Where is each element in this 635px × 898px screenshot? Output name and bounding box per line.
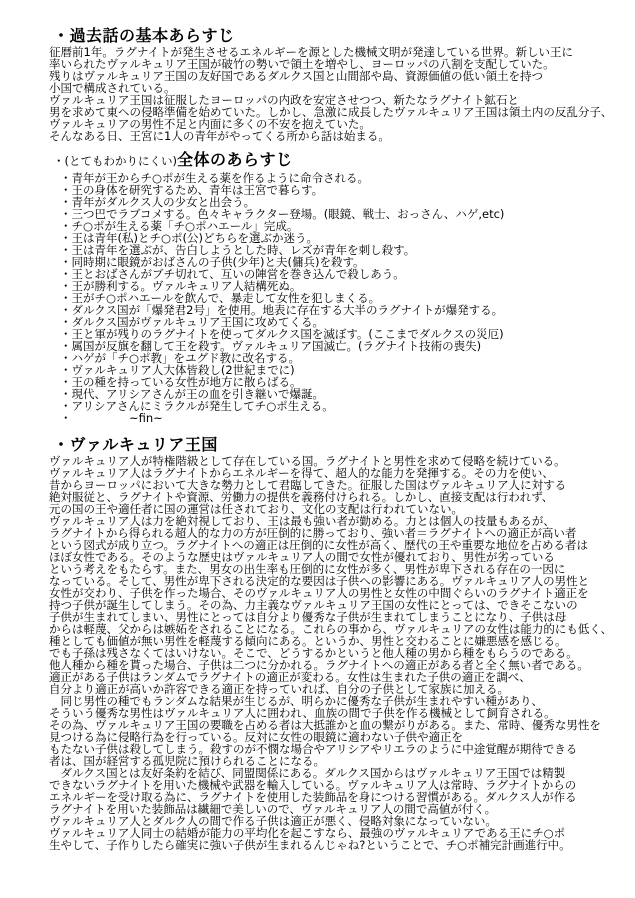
bullet-line: ・王の身体を研究するため、青年は王宮で暮らす。 [60,183,324,197]
text-line: 絶対服従と、ラグナイトや資源、労働力の提供を義務付けられる。しかし、直接支配は行われず、 [49,490,554,504]
overall-story-title-prefix: ・(とてもわかりにくい) [53,154,177,168]
bullet-line: ・ダルクス国がヴァルキュリア王国に攻めてくる。 [60,315,325,329]
text-line: ダルクス国とは友好条約を結び、同盟関係にある。ダルクス国からはヴァルキュリア王国では精製 [49,766,566,780]
text-line: 元の国の王や適任者に国の運営は任されており、文化の支配は行われていない。 [49,502,463,516]
text-line: そんなある日、王宮に1人の青年がやってくる所から話は始まる。 [49,129,390,143]
bullet-line: ・王と軍が残りのラグナイトを使ってダルクス国を滅ぼす。(ここまでダルクスの災厄) [60,327,504,341]
text-line: そういう優秀な男性はヴァルキュリア人に囲われ、血族の間で子供を作る機械として飼育される。 [49,706,556,720]
overall-story-title-main: 全体のあらすじ [176,150,293,169]
past-story-title: ・過去話の基本あらすじ [53,26,235,45]
text-line: ヴァルキュリア人とダルク人の間で作る子供は適正が悪く、侵略対象になっていない。 [49,814,497,828]
bullet-line: ・チ○ポが生える薬「チ○ポハエール」完成。 [60,219,299,233]
bullet-line: ・三つ巴でラブコメする。色々キャラクター登場。(眼鏡、戦士、おっさん、ハゲ,etc) [60,207,505,221]
overall-story-title [53,151,621,170]
text-line: 自分より適正が高いか許容できる適正を持っていれば、自分の子供として家族に加える。 [49,682,509,696]
text-line: ヴァルキュリア人はラグナイトからエネルギーを得て、超人的な能力を発揮する。その力を使い、 [49,466,554,480]
section-overall-story [49,151,621,424]
valkyria-kingdom-lines [49,455,621,851]
text-line: 適正がある子供はランダムでラグナイトの適正が変わる。女性は生まれた子供の適正を調べ、 [49,670,531,684]
text-line: 征暦前1年。ラグナイトが発生させるエネルギーを源とした機械文明が発達している世界。新しい王に [49,45,574,59]
text-line: ラグナイトを用いた装飾品は繊細で美しいので、ヴァルキュリア人の間で高値が付く。 [49,802,497,816]
section-valkyria-kingdom [49,436,621,851]
text-line: 男を求めて東への侵略準備を始めていた。しかし、急激に成長したヴァルキュリア王国は領土内の反乱分子、 [49,105,613,119]
bullet-line: ・同時期に眼鏡がおばさんの子供(少年)と夫(傭兵)を殺す。 [60,255,365,269]
text-line: という考えをもたらす。また、男女の出生率も圧倒的に女性が多く、男性が卑下される存在の一因に [49,562,566,576]
bullet-line: ・ハゲが「チ○ポ教」をユグド教に改名する。 [60,351,301,365]
text-line: ほぼ女性である。そのような歴史はヴァルキュリア人の間で女性が優れており、男性が劣っている [49,550,555,564]
text-line: ラグナイトから得られる超人的な力の方が圧倒的に勝っており、強い者＝ラグナイトへの適正が高い者 [49,526,577,540]
section-past-story [49,27,621,142]
valkyria-kingdom-title: ・ヴァルキュリア王国 [53,435,218,454]
text-line: 小国で構成されている。 [49,81,176,95]
bullet-line: ・現代、アリシアさんが王の血を引き継いで爆誕。 [60,387,325,401]
text-line: 他人種から種を貰った場合、子供は二つに分かれる。ラグナイトへの適正がある者と全く無い者である。 [49,658,589,672]
past-story-lines [49,46,621,142]
bullet-line: ・青年が王からチ○ポが生える薬を作るように命令される。 [60,171,370,185]
bullet-line: ・王は青年を選ぶが、告白しようとした時、レズが青年を刺し殺す。 [60,243,416,257]
text-line: という図式が成り立つ。ラグナイトへの適正は圧倒的に女性が高く、歴代の王や重要な地位を占める者は [49,538,588,552]
text-line: 種としても価値が無い男性を軽蔑する傾向にある。というか、男性と交わることに嫌悪感を感じる。 [49,634,567,648]
bullet-line: ・王は青年(私)とチ○ポ(公)どちらを選ぶか迷う。 [60,231,318,245]
text-line: なっている。そして、男性が卑下される決定的な要因は子供への影響にある。ヴァルキュリア人の男性と [49,574,590,588]
text-line: もたない子供は殺してしまう。殺すのが不憫な場合やアリシアやリエラのように中途覚醒が期待できる [49,742,578,756]
text-line: エネルギーを受け取る為に、ラグナイトを使用した装飾品を身につける習慣がある。ダルクス人が作る [49,790,577,804]
bullet-line: ・王がチ○ポハエールを飲んで、暴走して女性を犯しまくる。 [60,291,381,305]
bullet-line: ・ダルクス国が「爆発君2号」を使用。地表に存在する大半のラグナイトが爆発する。 [60,303,504,317]
text-line: 女性が交わり、子供を作った場合、そのヴァルキュリア人の男性と女性の中間ぐらいのラグナイト適正を [49,586,589,600]
text-line: できないラグナイトを用いた機械や武器を輸入している。ヴァルキュリア人は常時、ラグナイトからの [49,778,577,792]
text-line: ヴァルキュリア王国は征服したヨーロッパの内政を安定させつつ、新たなラグナイト鉱石と [49,93,519,107]
text-line: 生やして、子作りしたら確実に強い子供が生まれるんじゃね?ということで、チ○ポ補完計画進行中。 [49,838,571,852]
text-line: その為、ヴァルキュリア王国の要職を占める者は大抵誰かと血の繋がりがある。また、常時、優秀な男性を [49,718,601,732]
text-line: ヴァルキュリア人は力を絶対視しており、王は最も強い者が勤める。力とは個人の技量もあるが、 [49,514,555,528]
text-line: ヴァルキュリア人が特権階級として存在している国。ラグナイトと男性を求めて侵略を続けている。 [49,454,566,468]
bullet-line: ・王の種を持っている女性が地方に散らばる。 [60,375,302,389]
text-line: からは軽蔑、父からは嫉妬をされることになる。これらの事から、ヴァルキュリアの女性は能力的にも低く、 [49,622,613,636]
text-line: 持つ子供が誕生してしまう。その為、力主義なヴァルキュリア王国の女性にとっては、できそこないの [49,598,578,612]
text-line: 残りはヴァルキュリア王国の友好国であるダルクス国と山間部や島、資源価値の低い領土を持つ [49,69,544,83]
bullet-line: ・王とおばさんがブチ切れて、互いの陣営を巻き込んで殺しあう。 [60,267,405,281]
bullet-line: ・王が勝利する。ヴァルキュリア人結構死ぬ。 [60,279,302,293]
text-line: 率いられたヴァルキュリア王国が破竹の勢いで領土を増やし、ヨーロッパの八割を支配していた。 [49,57,555,71]
bullet-line: ・ヴァルキュリア人大体皆殺し(2世紀までに) [60,363,295,377]
text-line: ヴァルキュリア人同士の結婚が能力の平均化を起こすなら、最強のヴァルキュリアである王にチ○ポ [49,826,566,840]
bullet-line: ・属国が反旗を翻して王を殺す。ヴァルキュリア国滅亡。(ラグナイト技術の喪失) [60,339,482,353]
overall-story-bullets [60,172,621,424]
bullet-line: ・青年がダルクス人の少女と出会う。 [60,195,256,209]
bullet-line: ・アリシアさんにミラクルが発生してチ○ポ生える。 [60,399,334,413]
text-line: 見つける為に侵略行為を行っている。反対に女性の眼鏡に適わない子供や適正を [49,730,463,744]
text-line: でも子孫は残さなくてはいけない。そこで、どうするかというと他人種の男から種をもらうのである。 [49,646,578,660]
text-line: 者は、国が経営する孤児院に預けられることになる。 [49,754,325,768]
text-line: ヴァルキュリアの男性不足と内面に多くの不安を抱えていた。 [49,117,371,131]
text-line: 同じ男性の種でもランダムな結果が生じるが、明らかに優秀な子供が生まれやすい種があり、 [49,694,544,708]
text-line: 昔からヨーロッパにおいて大きな勢力として君臨してきた。征服した国はヴァルキュリア人に対する [49,478,567,492]
text-line: 子供が生まれてしまい、男性にとっては自分より優秀な子供が生まれてしまうことになり、子供は母 [49,610,567,624]
bullet-line: ・ ~fin~ [60,411,163,425]
